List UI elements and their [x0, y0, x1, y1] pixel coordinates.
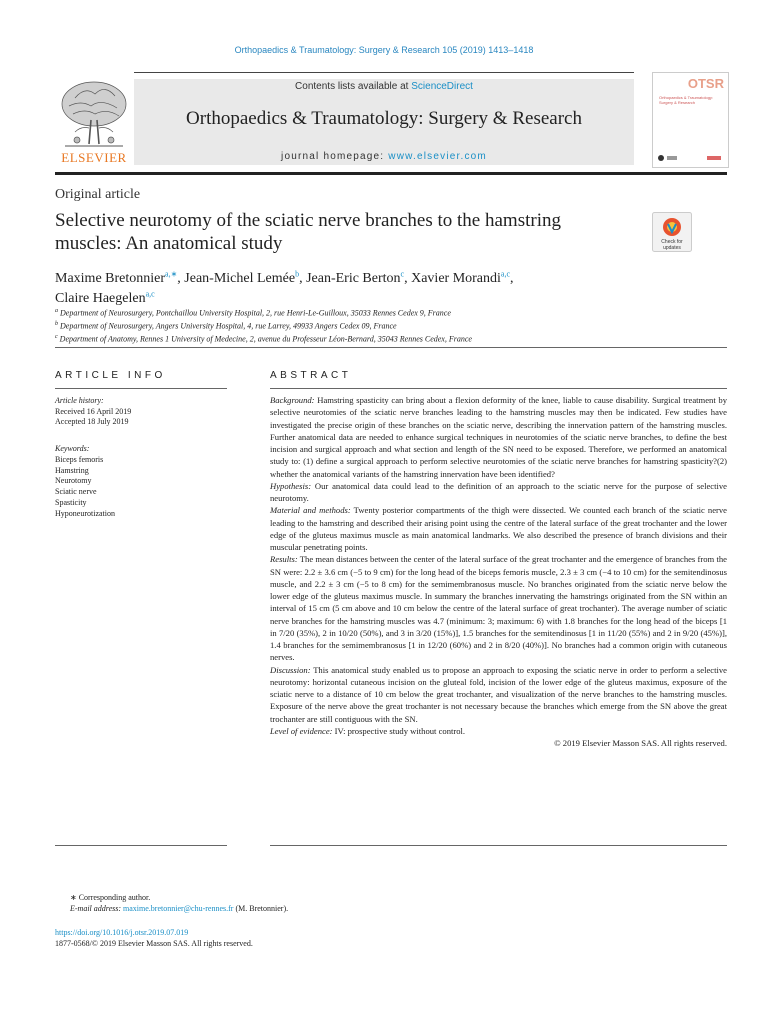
- sciencedirect-link[interactable]: ScienceDirect: [411, 81, 473, 92]
- corresponding-line: [55, 892, 655, 903]
- abstract-background: [270, 394, 727, 480]
- abstract-copyright: © 2019 Elsevier Masson SAS. All rights reserved.: [554, 738, 727, 748]
- cover-footer-icon: [657, 153, 723, 163]
- affiliation-text: Department of Neurosurgery, Pontchaillou University Hospital, 2, rue Henri-Le-Guilloux, 35033 Rennes Cedex 9, France: [60, 308, 451, 318]
- history-accepted: Accepted 18 July 2019: [55, 417, 129, 426]
- author-separator: ,: [510, 270, 514, 286]
- abstract-discussion: [270, 664, 727, 725]
- author-affiliation-marker[interactable]: a,∗: [165, 269, 178, 278]
- abstract-section-text: Twenty posterior compartments of the thigh were dissected. We counted each branch of the sciatic nerve leading to the hamstring and described their arising point using the centre of the lateral surface of the great trochanter and the lower edge of the gluteus maximus muscle as main anatomical landmarks. We also described the presence of branch divisions and their muscular penetrating points.: [270, 505, 727, 552]
- doi-link[interactable]: https://doi.org/10.1016/j.otsr.2019.07.019: [55, 928, 189, 937]
- author-affiliation-marker[interactable]: a,c: [500, 269, 511, 278]
- affiliation-marker: c: [55, 334, 58, 341]
- abstract-hypothesis: [270, 480, 727, 505]
- affiliation-marker: a: [55, 308, 58, 314]
- abstract-section-label: Hypothesis:: [270, 480, 312, 491]
- contents-line: [134, 81, 634, 92]
- article-type: Original article: [55, 187, 141, 202]
- abstract-section-text: Hamstring spasticity can bring about a flexion deformity of the knee, liable to cause disability. Surgical treatment by selective neurotomies of the sciatic nerve branches leading to the hamstring muscles may then be indicated. Few studies have investigated the precise origin of these branches on the sciatic nerve, describing the innervation pattern of the hamstring muscles. Further anatomical data are needed to enhance surgical techniques in neurotomies of the sciatic nerve branches, to define the best incision and surgical approach and what section and length of the SN need to be exposed. Therefore, we performed an anatomical study to: (1) define a surgical approach to perform selective neurotomies of the sciatic nerve branches for hamstring spasticity?(2) whether the anatomical variants of the hamstring innervation have been identified?: [270, 395, 727, 479]
- author-name[interactable]: Xavier Morandi: [411, 270, 501, 286]
- article-history: [55, 396, 227, 428]
- keyword-item: Neurotomy: [55, 476, 92, 486]
- author-affiliation-marker[interactable]: b: [295, 269, 300, 278]
- author-item: [184, 271, 306, 286]
- header-rule-bottom: [55, 172, 727, 175]
- homepage-prefix: journal homepage:: [281, 151, 385, 162]
- author-list: [55, 266, 615, 307]
- email-line: [55, 903, 655, 914]
- author-name[interactable]: Claire Haegelen: [55, 291, 146, 307]
- journal-title: Orthopaedics & Traumatology: Surgery & Research: [186, 108, 582, 129]
- doi-block: [55, 927, 655, 949]
- homepage-link[interactable]: www.elsevier.com: [388, 151, 487, 162]
- keyword-item: Sciatic nerve: [55, 487, 97, 497]
- affiliation-marker: b: [55, 321, 58, 328]
- author-item: [306, 271, 411, 286]
- article-title: Selective neurotomy of the sciatic nerve branches to the hamstring muscles: An anatomical study: [55, 210, 561, 254]
- email-owner: (M. Bretonnier).: [235, 904, 289, 913]
- keyword-item: Hamstring: [55, 465, 89, 475]
- journal-cover-thumbnail[interactable]: [652, 72, 729, 168]
- keywords-label: Keywords:: [55, 444, 90, 453]
- affiliation-text: Department of Neurosurgery, Angers University Hospital, 4, rue Larrey, 49933 Angers Cedex 09, France: [60, 321, 397, 331]
- crossmark-line1: Check for: [661, 239, 683, 245]
- author-item: [55, 271, 184, 286]
- abstract-section-label: Level of evidence:: [270, 725, 333, 736]
- article-info-rule-top: [55, 388, 227, 389]
- issn-line: 1877-0568/© 2019 Elsevier Masson SAS. All rights reserved.: [55, 939, 253, 948]
- keyword-item: Spasticity: [55, 497, 87, 507]
- abstract-heading: ABSTRACT: [270, 370, 352, 381]
- author-separator: ,: [404, 270, 412, 286]
- affiliation-item: [55, 319, 715, 332]
- abstract-section-text: This anatomical study enabled us to propose an approach to exposing the sciatic nerve in order to perform a selective neurotomy: horizontal cutaneous incision on the gluteal fold, incision of the lower edge of the gluteus maximus, exposure of the sciatic nerve to a distance of 10 cm below the great trochanter, and visualization of the nerve branches to the hamstring muscles. Exposure of the nerve above the great trochanter is not necessary because the branches which emerge from the SN above the great trochanter are still contiguous with the SN.: [270, 664, 727, 724]
- abstract-rule-bottom: [270, 845, 727, 846]
- email-label: E-mail address:: [70, 904, 122, 913]
- abstract-methods: [270, 504, 727, 553]
- abstract-section-text: IV: prospective study without control.: [334, 725, 466, 736]
- history-label: Article history:: [55, 396, 104, 405]
- journal-citation[interactable]: Orthopaedics & Traumatology: Surgery & Research 105 (2019) 1413–1418: [234, 45, 534, 55]
- abstract-section-label: Discussion:: [270, 664, 311, 675]
- crossmark-line2: updates: [663, 245, 681, 251]
- corresponding-text: Corresponding author.: [78, 893, 151, 902]
- author-item: [55, 291, 155, 306]
- article-info-rule-bottom: [55, 845, 227, 846]
- keywords: [55, 444, 227, 520]
- elsevier-wordmark: ELSEVIER: [61, 150, 127, 165]
- article-info-heading: ARTICLE INFO: [55, 370, 166, 381]
- abstract-section-label: Background:: [270, 395, 315, 405]
- affiliation-text: Department of Anatomy, Rennes 1 University of Medecine, 2, avenue du Professeur Léon-Bernard, 35043 Rennes Cedex, France: [59, 334, 472, 344]
- corresponding-author-footnote: [55, 892, 655, 914]
- author-affiliation-marker[interactable]: a,c: [145, 289, 155, 299]
- check-for-updates-icon[interactable]: [652, 212, 692, 252]
- author-separator: ,: [299, 270, 307, 286]
- affiliation-list: [55, 306, 715, 345]
- abstract-level-of-evidence: [270, 725, 727, 737]
- abstract-results: [270, 553, 727, 663]
- author-name[interactable]: Jean-Michel Lemée: [184, 270, 296, 286]
- header-rule-top: [134, 72, 634, 73]
- history-received: Received 16 April 2019: [55, 406, 132, 416]
- author-affiliation-marker[interactable]: c: [400, 269, 405, 278]
- author-email-link[interactable]: maxime.bretonnier@chu-rennes.fr: [123, 904, 234, 913]
- author-item: [411, 271, 513, 286]
- author-name[interactable]: Maxime Bretonnier: [55, 270, 166, 286]
- affiliation-rule: [55, 347, 727, 348]
- affiliation-item: [55, 306, 715, 319]
- homepage-line: [134, 151, 634, 162]
- abstract-section-text: The mean distances between the center of the lateral surface of the great trochanter and the emergence of branches from the SN were: 2.2 ± 3.6 cm (−5 to 9 cm) for the long head of the biceps femoris muscle, 2.3 ± 3 cm (−4 to 10 cm) for the semitendinosus muscle, and 2.2 ± 3 cm (−5 to 8 cm) for the semimembranosus muscle. No branches originated from the sciatic nerve below the lower edge of the gluteus maximus muscle. In summary the branches innervating the hamstrings originated from the SN within an interval of 15 cm (5 cm above and 10 cm below the centre of the lateral surface of great trochanter). The average number of sciatic nerve branches for the hamstring muscles was 4.7 (minimum: 3; maximum: 6) with 1.8 branches for the long head of the biceps [1 in 7/20 (35%), 2 in 10/20 (50%), and 3 in 3/20 (15%)], 1.5 branches for the semitendinosus [1 in 11/20 (55%) and 2 in 9/20 (45%)], 1.4 branches for the semimembranosus [1 in 12/20 (60%) and 2 in 8/20 (40%)]. No branches had a common origin with cutaneous nerves.: [270, 554, 727, 663]
- cover-logo: OTSR: [687, 76, 724, 91]
- contents-prefix: Contents lists available at: [295, 81, 409, 92]
- abstract-section-label: Material and methods:: [270, 505, 351, 516]
- keyword-item: Hyponeurotization: [55, 508, 115, 518]
- affiliation-item: [55, 332, 715, 345]
- cover-title: Orthopaedics & Traumatology: Surgery & Research: [659, 95, 714, 105]
- abstract-body: [270, 394, 727, 749]
- abstract-rule-top: [270, 388, 727, 389]
- keyword-item: Biceps femoris: [55, 454, 104, 464]
- abstract-section-text: Our anatomical data could lead to the definition of an approach to the sciatic nerve for the purpose of selective neurotomy.: [270, 480, 727, 503]
- abstract-section-label: Results:: [270, 554, 298, 565]
- author-separator: ,: [177, 270, 185, 286]
- author-name[interactable]: Jean-Eric Berton: [306, 270, 401, 286]
- footnote-star: ∗: [70, 893, 77, 902]
